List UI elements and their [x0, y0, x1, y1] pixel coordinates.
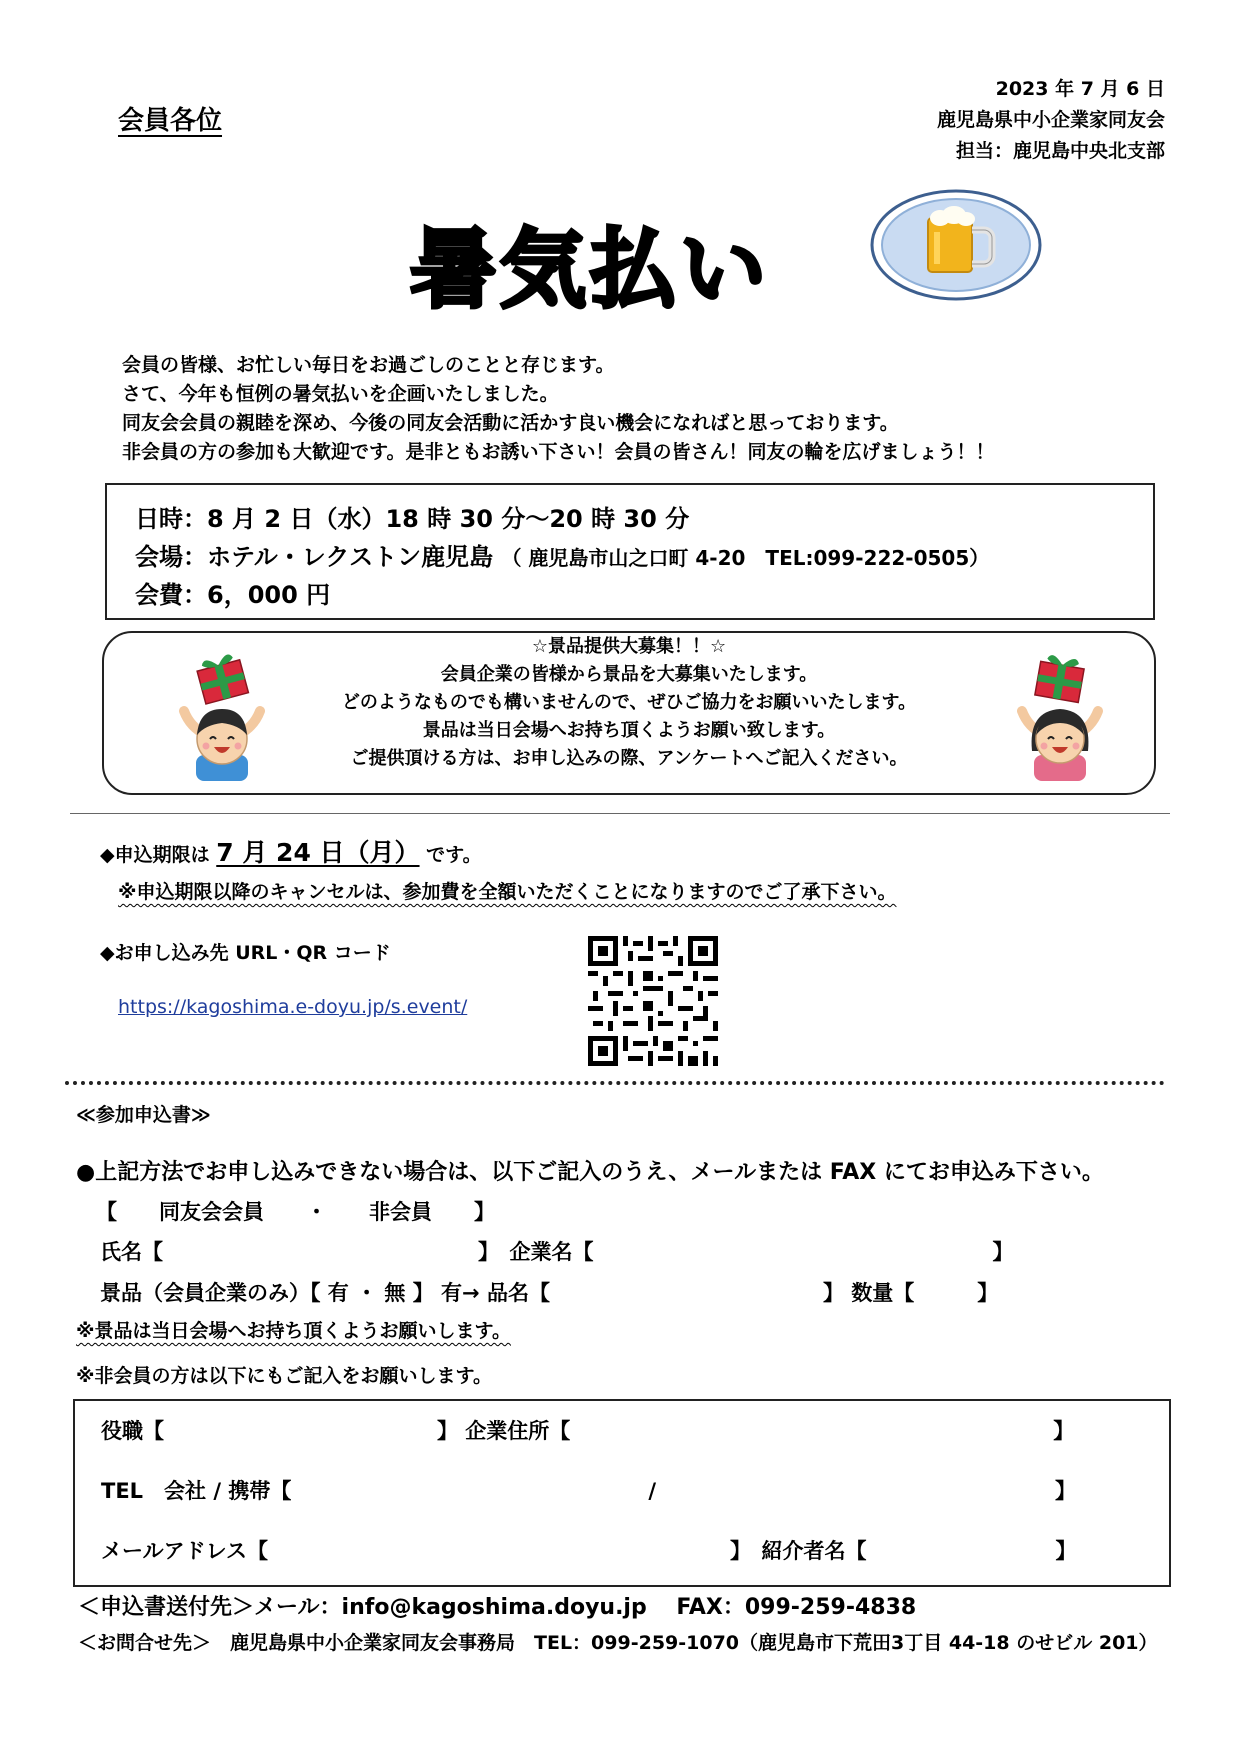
- deadline-prefix: ◆申込期限は: [100, 844, 210, 866]
- name-company-fields[interactable]: 氏名【 】 企業名【 】: [100, 1240, 1014, 1264]
- membership-choice[interactable]: 【 同友会会員 ・ 非会員 】: [96, 1200, 495, 1224]
- prize-line: ご提供頂ける方は、お申し込みの際、アンケートへご記入ください。: [350, 748, 908, 769]
- boy-with-gift-icon: [176, 651, 268, 781]
- cut-line-divider: [65, 1081, 1165, 1085]
- deadline-date: 7 月 24 日（月）: [216, 838, 420, 867]
- event-venue-row: [135, 537, 989, 572]
- event-datetime: 日時：8 月 2 日（水）18 時 30 分～20 時 30 分: [135, 505, 690, 533]
- beer-mug-icon: [868, 188, 1044, 302]
- event-venue: 会場：ホテル・レクストン鹿児島: [135, 543, 494, 571]
- page-title: 暑気払い: [410, 220, 770, 320]
- contact-line: ＜お問合せ先＞ 鹿児島県中小企業家同友会事務局 TEL：099-259-1070（鹿児島市下荒田3丁目 44-18 のせビル 201）: [78, 1632, 1158, 1654]
- prize-line: 会員企業の皆様から景品を大募集いたします。: [440, 664, 818, 685]
- prize-heading: ☆景品提供大募集！！☆: [531, 636, 727, 657]
- apply-url-link[interactable]: https://kagoshima.e-doyu.jp/s.event/: [118, 996, 468, 1018]
- apply-label: ◆お申し込み先 URL・QR コード: [100, 942, 391, 964]
- event-venue-address: （ 鹿児島市山之口町 4-20 TEL:099-222-0505）: [501, 546, 990, 570]
- form-instruction: ●上記方法でお申し込みできない場合は、以下ご記入のうえ、メールまたは FAX にてお申込み下さい。: [76, 1160, 1104, 1185]
- salutation: 会員各位: [118, 106, 223, 136]
- branch-name: 担当：鹿児島中央北支部: [955, 140, 1165, 162]
- prize-line: どのようなものでも構いませんので、ぜひご協力をお願いいたします。: [341, 692, 917, 713]
- intro-line: 同友会会員の親睦を深め、今後の同友会活動に活かす良い機会になればと思っております。: [122, 412, 899, 434]
- form-title: ≪参加申込書≫: [76, 1104, 211, 1126]
- send-to-line: ＜申込書送付先＞メール：info@kagoshima.doyu.jp FAX：099-259-4838: [78, 1595, 917, 1620]
- organization-block: [937, 74, 1165, 167]
- issue-date: 2023 年 7 月 6 日: [995, 78, 1165, 100]
- event-fee: 会費：6，000 円: [135, 581, 331, 609]
- intro-paragraph: [122, 351, 994, 467]
- position-address-fields[interactable]: 役職【 】 企業住所【 】: [101, 1419, 1075, 1443]
- qr-code-icon: [588, 936, 718, 1066]
- deadline-line: [100, 833, 482, 869]
- prize-fields[interactable]: 景品（会員企業のみ）【 有 ・ 無 】 有→ 品名【 】 数量【 】: [100, 1281, 999, 1305]
- deadline-suffix: です。: [426, 844, 482, 866]
- section-divider: [70, 813, 1170, 814]
- cancellation-note: ※申込期限以降のキャンセルは、参加費を全額いただくことになりますのでご了承下さい。: [118, 881, 897, 903]
- prize-line: 景品は当日会場へお持ち頂くようお願い致します。: [422, 720, 836, 741]
- event-info-box: [105, 483, 1155, 620]
- email-referrer-fields[interactable]: メールアドレス【 】 紹介者名【 】: [101, 1539, 1077, 1563]
- intro-line: 会員の皆様、お忙しい毎日をお過ごしのことと存じます。: [122, 354, 615, 376]
- nonmember-fields-box: [73, 1399, 1171, 1587]
- prize-callout: [102, 631, 1156, 795]
- tel-fields[interactable]: TEL 会社 / 携帯【 / 】: [101, 1479, 1077, 1503]
- organization-name: 鹿児島県中小企業家同友会: [936, 109, 1165, 131]
- intro-line: 非会員の方の参加も大歓迎です。是非ともお誘い下さい！会員の皆さん！同友の輪を広げましょう！！: [122, 441, 995, 463]
- intro-line: さて、今年も恒例の暑気払いを企画いたしました。: [122, 383, 559, 405]
- girl-with-gift-icon: [1014, 651, 1106, 781]
- nonmember-note: ※非会員の方は以下にもご記入をお願いします。: [76, 1365, 492, 1387]
- prize-delivery-note: ※景品は当日会場へお持ち頂くようお願いします。: [76, 1320, 511, 1342]
